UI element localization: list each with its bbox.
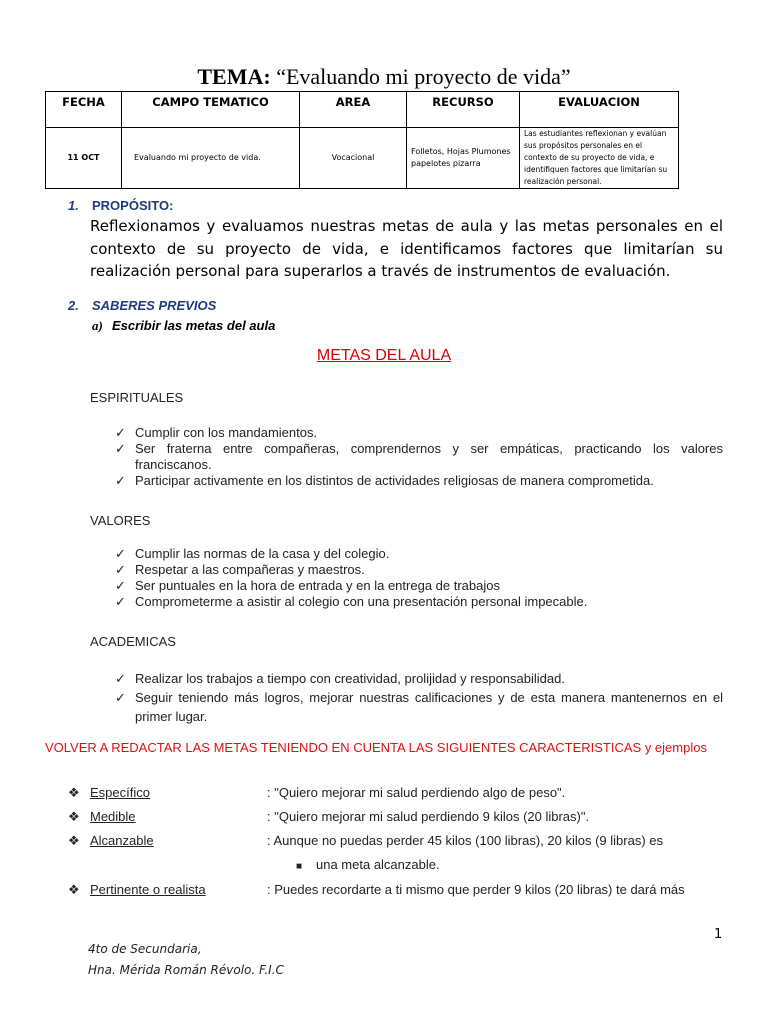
saberes-heading-text: SABERES PREVIOS — [92, 298, 217, 313]
saberes-sub-text: Escribir las metas del aula — [112, 318, 276, 333]
list-item — [115, 669, 723, 688]
header-campo-tematico: CAMPO TEMATICO — [122, 92, 300, 128]
list-item — [115, 578, 723, 594]
list-item-text: Cumplir con los mandamientos. — [135, 425, 318, 440]
category-valores: VALORES — [90, 513, 151, 528]
cell-campo: Evaluando mi proyecto de vida. — [122, 128, 300, 189]
proposito-number: 1. — [68, 198, 79, 213]
list-item — [115, 441, 723, 473]
criterion-alcanzable — [68, 833, 154, 849]
page-number: 1 — [714, 927, 723, 942]
instruction-text: VOLVER A REDACTAR LAS METAS TENIENDO EN CUENTA LAS SIGUIENTES CARACTERISTICAS y ejemplos — [45, 740, 707, 755]
cell-fecha: 11 OCT — [46, 128, 122, 189]
criterion-term: Medible — [90, 809, 136, 824]
list-item — [115, 425, 723, 441]
header-evaluacion: EVALUACION — [520, 92, 679, 128]
check-icon: ✓ — [115, 546, 126, 561]
criterion-pertinente — [68, 882, 206, 898]
proposito-heading — [68, 198, 173, 213]
list-item-text: Cumplir las normas de la casa y del colegio. — [135, 546, 390, 561]
cell-area: Vocacional — [300, 128, 407, 189]
check-icon: ✓ — [115, 578, 126, 593]
criterion-term: Pertinente o realista — [90, 882, 206, 897]
list-item-text: Participar activamente en los distintos de actividades religiosas de manera comprometida. — [135, 473, 654, 488]
list-item — [115, 562, 723, 578]
metas-title: METAS DEL AULA — [316, 347, 452, 364]
saberes-heading — [68, 298, 216, 313]
diamond-bullet-icon: ❖ — [68, 882, 80, 897]
category-academicas: ACADEMICAS — [90, 634, 176, 649]
criterion-especifico — [68, 785, 150, 801]
check-icon: ✓ — [115, 441, 126, 456]
square-bullet-icon: ■ — [296, 861, 303, 872]
header-recurso: RECURSO — [407, 92, 520, 128]
diamond-bullet-icon: ❖ — [68, 833, 80, 848]
check-icon: ✓ — [115, 473, 126, 488]
list-item-text: Ser puntuales en la hora de entrada y en la entrega de trabajos — [135, 578, 500, 593]
list-item-text: Comprometerme a asistir al colegio con una presentación personal impecable. — [135, 594, 588, 609]
list-academicas — [115, 669, 723, 726]
category-espirituales: ESPIRITUALES — [90, 390, 184, 405]
list-item — [115, 594, 723, 610]
proposito-text: Reflexionamos y evaluamos nuestras metas de aula y las metas personales en el contexto de su proyecto de vida, e identificamos factores que limitarían su realización personal para superarlos a través de instrumentos de evaluación. — [90, 217, 723, 280]
diamond-bullet-icon: ❖ — [68, 785, 80, 800]
list-item-text: Ser fraterna entre compañeras, comprendernos y ser empáticas, practicando los valores franciscanos. — [135, 441, 723, 472]
list-item — [115, 473, 723, 489]
criterion-medible — [68, 809, 136, 825]
saberes-number: 2. — [68, 298, 79, 313]
session-table — [45, 91, 679, 189]
check-icon: ✓ — [115, 671, 126, 686]
title-label: TEMA: — [197, 64, 271, 89]
header-area: AREA — [300, 92, 407, 128]
header-fecha: FECHA — [46, 92, 122, 128]
alcanzable-subitem-text: una meta alcanzable. — [316, 857, 440, 872]
list-espirituales — [115, 425, 723, 489]
footer-line-1: 4to de Secundaria, — [88, 942, 202, 956]
criterion-desc: : "Quiero mejorar mi salud perdiendo algo de peso". — [267, 785, 566, 800]
list-item-text: Realizar los trabajos a tiempo con creatividad, prolijidad y responsabilidad. — [135, 671, 565, 686]
cell-recurso: Folletos, Hojas Plumones papelotes pizarra — [407, 128, 520, 189]
cell-evaluacion: Las estudiantes reflexionan y evalúan sus propósitos personales en el contexto de su proyecto de vida, e identifiquen factores que limitarían su realización personal. — [520, 128, 679, 189]
saberes-sub-number: a) — [92, 318, 103, 333]
check-icon: ✓ — [115, 425, 126, 440]
criterion-term: Alcanzable — [90, 833, 154, 848]
list-item — [115, 688, 723, 726]
list-item — [115, 546, 723, 562]
title-text: “Evaluando mi proyecto de vida” — [276, 64, 571, 89]
check-icon: ✓ — [115, 690, 126, 705]
page-title — [0, 64, 768, 90]
criterion-desc: : Aunque no puedas perder 45 kilos (100 libras), 20 kilos (9 libras) es — [267, 833, 663, 848]
check-icon: ✓ — [115, 562, 126, 577]
table-header-row — [46, 92, 679, 128]
list-item-text: Seguir teniendo más logros, mejorar nuestras calificaciones y de esta manera mantenernos en el primer lugar. — [135, 690, 723, 724]
list-valores — [115, 546, 723, 610]
criterion-desc: : "Quiero mejorar mi salud perdiendo 9 kilos (20 libras)". — [267, 809, 590, 824]
diamond-bullet-icon: ❖ — [68, 809, 80, 824]
table-row — [46, 128, 679, 189]
criterion-desc: : Puedes recordarte a ti mismo que perder 9 kilos (20 libras) te dará más — [267, 882, 685, 897]
proposito-heading-text: PROPÓSITO: — [92, 198, 174, 213]
check-icon: ✓ — [115, 594, 126, 609]
list-item-text: Respetar a las compañeras y maestros. — [135, 562, 365, 577]
alcanzable-subitem — [296, 857, 440, 872]
saberes-subheading — [92, 318, 275, 334]
criterion-term: Específico — [90, 785, 150, 800]
footer-line-2: Hna. Mérida Román Révolo. F.I.C — [88, 963, 284, 977]
